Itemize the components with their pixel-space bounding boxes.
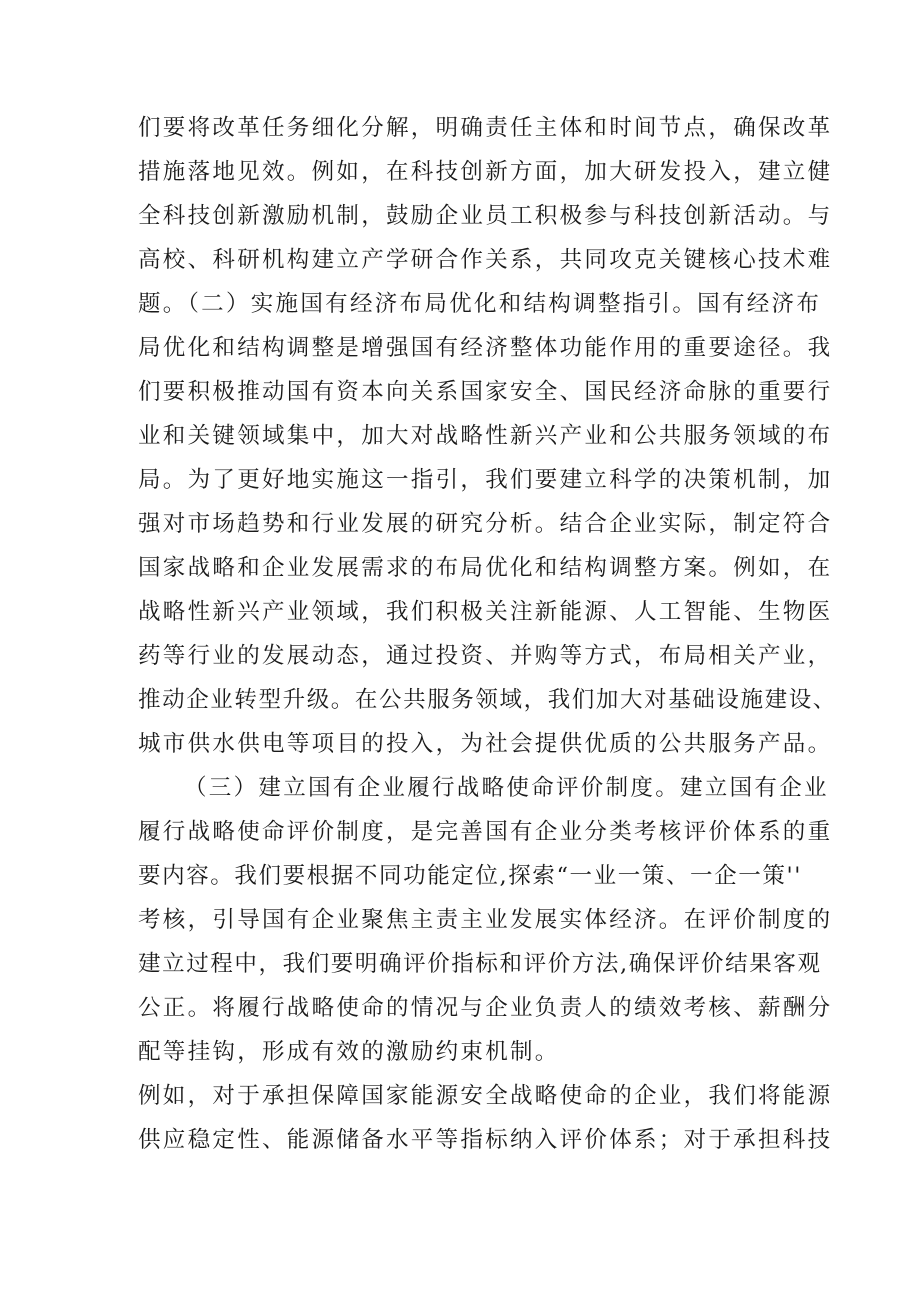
text-line: 建立过程中，我们要明确评价指标和评价方法,确保评价结果客观 (138, 951, 822, 977)
text-line: 们要积极推动国有资本向关系国家安全、国民经济命脉的重要行 (138, 379, 833, 405)
text-line: 例如，对于承担保障国家能源安全战略使命的企业，我们将能源 (138, 1083, 833, 1109)
text-line: 们要将改革任务细化分解，明确责任主体和时间节点，确保改革 (138, 115, 833, 141)
text-line: 全科技创新激励机制，鼓励企业员工积极参与科技创新活动。与 (138, 203, 833, 229)
text-line: 考核，引导国有企业聚焦主责主业发展实体经济。在评价制度的 (138, 907, 833, 933)
text-line: 战略性新兴产业领域，我们积极关注新能源、人工智能、生物医 (138, 599, 833, 625)
text-line: 国家战略和企业发展需求的布局优化和结构调整方案。例如，在 (138, 555, 833, 581)
text-line: 推动企业转型升级。在公共服务领域，我们加大对基础设施建设、 (138, 687, 837, 713)
text-line: 强对市场趋势和行业发展的研究分析。结合企业实际，制定符合 (138, 511, 833, 537)
section-heading-line: （三）建立国有企业履行战略使命评价制度。建立国有企业 (184, 775, 829, 801)
text-line: 药等行业的发展动态，通过投资、并购等方式，布局相关产业， (138, 643, 833, 669)
text-line: 题。（二）实施国有经济布局优化和结构调整指引。国有经济布 (138, 291, 822, 317)
text-line: 高校、科研机构建立产学研合作关系，共同攻克关键核心技术难 (138, 247, 833, 273)
text-line: 要内容。我们要根据不同功能定位,探索“一业一策、一企一策'' (138, 863, 803, 889)
text-line: 公正。将履行战略使命的情况与企业负责人的绩效考核、薪酬分 (138, 995, 833, 1021)
text-line: 局。为了更好地实施这一指引，我们要建立科学的决策机制，加 (138, 467, 833, 493)
text-line: 措施落地见效。例如，在科技创新方面，加大研发投入，建立健 (138, 159, 833, 185)
text-line: 城市供水供电等项目的投入，为社会提供优质的公共服务产品。 (138, 731, 833, 757)
text-line: 局优化和结构调整是增强国有经济整体功能作用的重要途径。我 (138, 335, 833, 361)
text-line: 供应稳定性、能源储备水平等指标纳入评价体系；对于承担科技 (138, 1127, 833, 1153)
text-line: 履行战略使命评价制度，是完善国有企业分类考核评价体系的重 (138, 819, 833, 845)
text-line: 业和关键领域集中，加大对战略性新兴产业和公共服务领域的布 (138, 423, 833, 449)
text-line: 配等挂钩，形成有效的激励约束机制。 (138, 1039, 560, 1065)
